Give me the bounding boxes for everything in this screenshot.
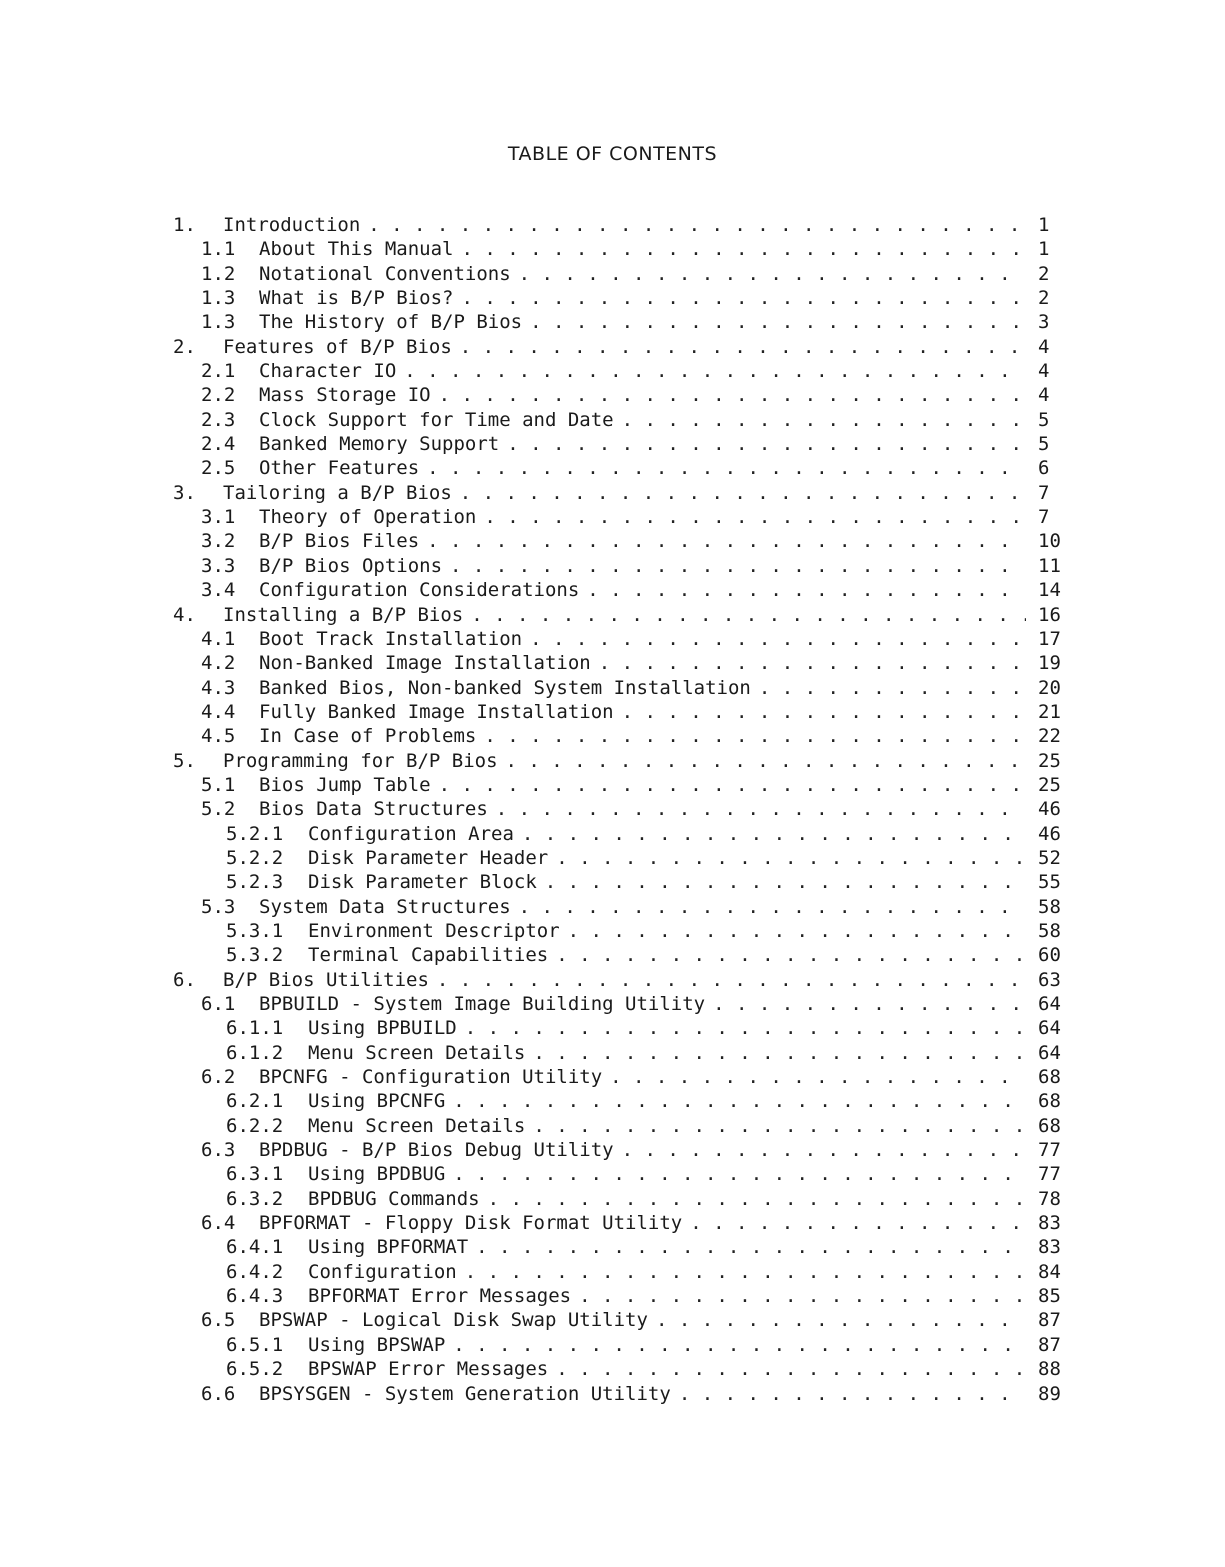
toc-entry-number: 6.2.2 (226, 1114, 284, 1137)
toc-entry-page: 60 (1038, 944, 1061, 967)
toc-dot-leader (427, 529, 1026, 553)
toc-entry-number: 3.1 (201, 506, 236, 529)
toc-dot-leader (453, 1333, 1026, 1357)
toc-entry-page: 5 (1038, 408, 1050, 431)
toc-entry-title: Features of B/P Bios (223, 335, 452, 358)
toc-entry (173, 968, 1068, 992)
toc-entry-number: 1.3 (201, 287, 236, 310)
toc-entry (173, 846, 1068, 870)
toc-entry (173, 1114, 1068, 1138)
toc-entry (173, 1187, 1068, 1211)
toc-entry (173, 1016, 1068, 1040)
toc-entry-page: 10 (1038, 530, 1061, 553)
toc-entry-title: Mass Storage IO (259, 384, 431, 407)
toc-dot-leader (437, 968, 1026, 992)
toc-entry-page: 77 (1038, 1139, 1061, 1162)
toc-entry-page: 5 (1038, 433, 1050, 456)
toc-entry-number: 3.4 (201, 579, 236, 602)
toc-entry (173, 335, 1068, 359)
toc-dot-leader (556, 1357, 1026, 1381)
toc-entry-number: 3.3 (201, 554, 236, 577)
toc-entry (173, 1138, 1068, 1162)
toc-entry (173, 749, 1068, 773)
toc-entry (173, 724, 1068, 748)
toc-entry-title: Using BPCNFG (308, 1090, 446, 1113)
toc-entry-page: 58 (1038, 895, 1061, 918)
page-title: TABLE OF CONTENTS (507, 143, 718, 165)
toc-entry-number: 1.2 (201, 262, 236, 285)
toc-entry-page: 6 (1038, 457, 1050, 480)
toc-dot-leader (453, 1162, 1026, 1186)
toc-entry (173, 505, 1068, 529)
toc-entry-title: B/P Bios Utilities (223, 968, 429, 991)
toc-entry (173, 432, 1068, 456)
toc-dot-leader (476, 1235, 1026, 1259)
toc-dot-leader (471, 603, 1026, 627)
toc-dot-leader (465, 1260, 1026, 1284)
toc-dot-leader (484, 505, 1026, 529)
toc-entry-number: 5.3 (201, 895, 236, 918)
toc-entry-title: System Data Structures (259, 895, 511, 918)
toc-entry-page: 7 (1038, 481, 1050, 504)
toc-entry-number: 6.5 (201, 1309, 236, 1332)
toc-entry-number: 2. (173, 335, 196, 358)
toc-entry-title: Using BPFORMAT (308, 1236, 469, 1259)
toc-entry-page: 1 (1038, 214, 1050, 236)
toc-entry-title: BPSWAP - Logical Disk Swap Utility (259, 1309, 648, 1332)
toc-entry-title: Configuration Considerations (259, 579, 580, 602)
toc-entry-number: 5.2 (201, 798, 236, 821)
toc-entry-title: Banked Memory Support (259, 433, 500, 456)
toc-entry-title: Disk Parameter Header (308, 846, 549, 869)
toc-entry (173, 919, 1068, 943)
toc-entry-title: B/P Bios Options (259, 554, 443, 577)
toc-entry-title: Using BPSWAP (308, 1333, 446, 1356)
toc-entry-number: 6. (173, 968, 196, 991)
toc-entry-number: 2.1 (201, 360, 236, 383)
toc-dot-leader (610, 1065, 1026, 1089)
toc-entry-number: 1.1 (201, 238, 236, 261)
toc-entry-title: Introduction (223, 214, 361, 236)
toc-entry-page: 25 (1038, 749, 1061, 772)
toc-entry-page: 87 (1038, 1333, 1061, 1356)
toc-entry-title: Banked Bios, Non-banked System Installation (259, 676, 751, 699)
toc-dot-leader (568, 919, 1026, 943)
toc-dot-leader (453, 1089, 1026, 1113)
toc-dot-leader (368, 213, 1026, 237)
toc-entry-number: 5.2.1 (226, 822, 284, 845)
toc-dot-leader (507, 432, 1026, 456)
toc-entry-number: 6.5.2 (226, 1358, 284, 1381)
toc-entry-page: 63 (1038, 968, 1061, 991)
toc-entry (173, 1357, 1068, 1381)
toc-entry-page: 85 (1038, 1285, 1061, 1308)
toc-entry-title: Clock Support for Time and Date (259, 408, 614, 431)
toc-entry (173, 773, 1068, 797)
toc-entry-number: 2.5 (201, 457, 236, 480)
toc-entry-number: 6.3 (201, 1139, 236, 1162)
toc-entry-number: 6.2 (201, 1066, 236, 1089)
toc-entry-title: Disk Parameter Block (308, 871, 537, 894)
toc-entry-page: 2 (1038, 262, 1050, 285)
toc-entry-page: 77 (1038, 1163, 1061, 1186)
toc-entry-title: Programming for B/P Bios (223, 749, 498, 772)
toc-dot-leader (439, 773, 1026, 797)
toc-entry-page: 1 (1038, 238, 1050, 261)
toc-dot-leader (522, 822, 1026, 846)
toc-entry (173, 822, 1068, 846)
toc-entry-title: About This Manual (259, 238, 454, 261)
toc-entry-number: 6.5.1 (226, 1333, 284, 1356)
toc-entry-number: 6.3.1 (226, 1163, 284, 1186)
toc-entry-page: 55 (1038, 871, 1061, 894)
toc-entry-page: 64 (1038, 993, 1061, 1015)
toc-entry-page: 84 (1038, 1260, 1061, 1283)
toc-dot-leader (556, 846, 1026, 870)
toc-entry (173, 481, 1068, 505)
toc-entry-number: 5.2.2 (226, 846, 284, 869)
toc-entry (173, 1211, 1068, 1235)
toc-entry (173, 310, 1068, 334)
toc-entry-number: 6.4.3 (226, 1285, 284, 1308)
toc-dot-leader (488, 1187, 1026, 1211)
toc-entry-number: 5.3.2 (226, 944, 284, 967)
toc-entry-number: 2.3 (201, 408, 236, 431)
toc-entry (173, 237, 1068, 261)
toc-entry-page: 4 (1038, 360, 1050, 383)
toc-entry-number: 4.2 (201, 652, 236, 675)
toc-entry-page: 64 (1038, 1041, 1061, 1064)
toc-entry-page: 58 (1038, 919, 1061, 942)
toc-dot-leader (533, 1041, 1026, 1065)
toc-entry (173, 700, 1068, 724)
toc-entry-title: Configuration (308, 1260, 457, 1283)
toc-entry-number: 4. (173, 603, 196, 626)
toc-dot-leader (484, 724, 1026, 748)
toc-entry-page: 83 (1038, 1236, 1061, 1259)
toc-entry-number: 5.2.3 (226, 871, 284, 894)
toc-dot-leader (556, 943, 1026, 967)
toc-entry-title: Character IO (259, 360, 397, 383)
toc-dot-leader (461, 237, 1026, 261)
table-of-contents (173, 213, 1068, 1406)
toc-entry (173, 578, 1068, 602)
toc-dot-leader (496, 797, 1026, 821)
toc-entry-title: Environment Descriptor (308, 919, 560, 942)
toc-entry (173, 456, 1068, 480)
toc-dot-leader (519, 262, 1026, 286)
toc-entry (173, 1260, 1068, 1284)
toc-entry-page: 25 (1038, 773, 1061, 796)
toc-entry-number: 5. (173, 749, 196, 772)
toc-entry-title: Menu Screen Details (308, 1114, 526, 1137)
toc-entry-title: Bios Jump Table (259, 773, 431, 796)
toc-entry (173, 603, 1068, 627)
toc-dot-leader (460, 481, 1026, 505)
toc-entry-page: 68 (1038, 1066, 1061, 1089)
toc-entry-title: Terminal Capabilities (308, 944, 549, 967)
toc-dot-leader (465, 1016, 1026, 1040)
toc-entry-title: BPSYSGEN - System Generation Utility (259, 1382, 671, 1405)
toc-dot-leader (530, 310, 1026, 334)
toc-entry-page: 4 (1038, 384, 1050, 407)
toc-entry-number: 4.3 (201, 676, 236, 699)
toc-entry-title: Menu Screen Details (308, 1041, 526, 1064)
toc-entry-title: BPSWAP Error Messages (308, 1358, 549, 1381)
toc-entry-title: Fully Banked Image Installation (259, 700, 614, 723)
toc-entry (173, 286, 1068, 310)
toc-dot-leader (519, 895, 1026, 919)
toc-dot-leader (759, 676, 1026, 700)
toc-dot-leader (713, 992, 1026, 1016)
toc-entry-page: 20 (1038, 676, 1061, 699)
toc-entry (173, 408, 1068, 432)
toc-entry-page: 4 (1038, 335, 1050, 358)
toc-entry (173, 895, 1068, 919)
toc-entry-page: 78 (1038, 1187, 1061, 1210)
toc-entry-number: 2.2 (201, 384, 236, 407)
toc-dot-leader (427, 456, 1026, 480)
toc-entry-number: 6.4 (201, 1212, 236, 1235)
toc-entry-page: 11 (1038, 554, 1061, 577)
toc-entry-title: BPDBUG Commands (308, 1187, 480, 1210)
toc-dot-leader (545, 870, 1026, 894)
toc-entry (173, 1333, 1068, 1357)
toc-entry-page: 19 (1038, 652, 1061, 675)
toc-dot-leader (622, 408, 1026, 432)
toc-entry-number: 6.2.1 (226, 1090, 284, 1113)
toc-entry-title: BPBUILD - System Image Building Utility (259, 993, 706, 1015)
toc-dot-leader (439, 383, 1026, 407)
toc-dot-leader (506, 749, 1026, 773)
toc-entry-page: 21 (1038, 700, 1061, 723)
toc-entry-title: Using BPBUILD (308, 1017, 457, 1040)
toc-entry-number: 2.4 (201, 433, 236, 456)
toc-entry-number: 6.1 (201, 993, 236, 1015)
toc-entry (173, 1308, 1068, 1332)
toc-entry (173, 992, 1068, 1016)
toc-entry-number: 1.3 (201, 311, 236, 334)
toc-entry-page: 68 (1038, 1114, 1061, 1137)
toc-entry-title: Using BPDBUG (308, 1163, 446, 1186)
toc-dot-leader (622, 1138, 1026, 1162)
toc-entry-title: Notational Conventions (259, 262, 511, 285)
toc-entry-page: 3 (1038, 311, 1050, 334)
toc-entry (173, 383, 1068, 407)
toc-dot-leader (599, 651, 1026, 675)
toc-entry-title: B/P Bios Files (259, 530, 420, 553)
toc-entry-number: 5.1 (201, 773, 236, 796)
toc-entry-page: 87 (1038, 1309, 1061, 1332)
toc-dot-leader (404, 359, 1026, 383)
toc-dot-leader (587, 578, 1026, 602)
toc-entry-page: 46 (1038, 798, 1061, 821)
toc-entry (173, 554, 1068, 578)
toc-entry-number: 5.3.1 (226, 919, 284, 942)
toc-entry (173, 213, 1068, 237)
toc-entry (173, 651, 1068, 675)
toc-entry (173, 1382, 1068, 1406)
toc-entry-page: 88 (1038, 1358, 1061, 1381)
toc-entry-title: In Case of Problems (259, 725, 477, 748)
toc-entry (173, 797, 1068, 821)
toc-entry-title: Bios Data Structures (259, 798, 488, 821)
toc-entry-number: 6.1.1 (226, 1017, 284, 1040)
toc-entry (173, 1235, 1068, 1259)
toc-entry-number: 4.1 (201, 627, 236, 650)
toc-entry-title: BPDBUG - B/P Bios Debug Utility (259, 1139, 614, 1162)
toc-entry-title: BPFORMAT Error Messages (308, 1285, 572, 1308)
toc-entry-title: Configuration Area (308, 822, 514, 845)
toc-entry (173, 1089, 1068, 1113)
toc-dot-leader (533, 1114, 1026, 1138)
toc-entry-page: 7 (1038, 506, 1050, 529)
toc-entry-page: 52 (1038, 846, 1061, 869)
toc-entry (173, 943, 1068, 967)
toc-entry-title: Tailoring a B/P Bios (223, 481, 452, 504)
toc-entry-title: What is B/P Bios? (259, 287, 454, 310)
toc-entry-number: 4.4 (201, 700, 236, 723)
toc-entry-page: 16 (1038, 603, 1061, 626)
toc-entry (173, 1041, 1068, 1065)
toc-entry-title: Boot Track Installation (259, 627, 523, 650)
toc-entry-page: 17 (1038, 627, 1061, 650)
toc-dot-leader (656, 1308, 1026, 1332)
toc-entry-page: 2 (1038, 287, 1050, 310)
toc-entry (173, 676, 1068, 700)
toc-entry-number: 4.5 (201, 725, 236, 748)
toc-entry (173, 1065, 1068, 1089)
toc-dot-leader (460, 335, 1026, 359)
toc-entry-title: Other Features (259, 457, 420, 480)
toc-entry-page: 22 (1038, 725, 1061, 748)
toc-dot-leader (679, 1382, 1026, 1406)
toc-entry-number: 3.2 (201, 530, 236, 553)
toc-entry-number: 6.6 (201, 1382, 236, 1405)
toc-dot-leader (450, 554, 1026, 578)
toc-entry-page: 46 (1038, 822, 1061, 845)
toc-entry-title: BPFORMAT - Floppy Disk Format Utility (259, 1212, 683, 1235)
toc-dot-leader (622, 700, 1026, 724)
toc-entry-page: 68 (1038, 1090, 1061, 1113)
toc-entry-number: 6.4.2 (226, 1260, 284, 1283)
toc-entry (173, 627, 1068, 651)
toc-entry (173, 359, 1068, 383)
toc-entry-number: 6.3.2 (226, 1187, 284, 1210)
toc-dot-leader (690, 1211, 1026, 1235)
toc-entry (173, 1284, 1068, 1308)
toc-entry (173, 1162, 1068, 1186)
toc-entry-number: 3. (173, 481, 196, 504)
toc-dot-leader (461, 286, 1026, 310)
toc-entry-page: 83 (1038, 1212, 1061, 1235)
toc-entry-title: BPCNFG - Configuration Utility (259, 1066, 603, 1089)
toc-entry-page: 89 (1038, 1382, 1061, 1405)
toc-entry-number: 1. (173, 214, 196, 236)
toc-entry-number: 6.4.1 (226, 1236, 284, 1259)
toc-entry-title: The History of B/P Bios (259, 311, 523, 334)
toc-entry-title: Installing a B/P Bios (223, 603, 464, 626)
toc-entry-number: 6.1.2 (226, 1041, 284, 1064)
toc-entry-title: Non-Banked Image Installation (259, 652, 591, 675)
toc-dot-leader (530, 627, 1026, 651)
toc-entry (173, 262, 1068, 286)
toc-entry (173, 870, 1068, 894)
toc-entry-page: 64 (1038, 1017, 1061, 1040)
toc-entry-page: 14 (1038, 579, 1061, 602)
toc-entry (173, 529, 1068, 553)
toc-dot-leader (579, 1284, 1026, 1308)
toc-entry-title: Theory of Operation (259, 506, 477, 529)
